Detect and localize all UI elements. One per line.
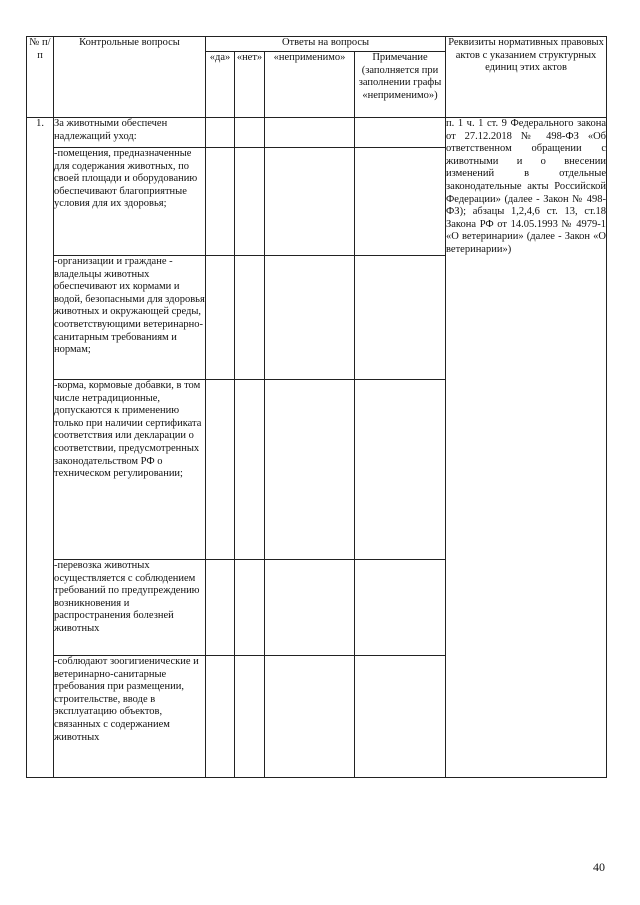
- answer-na-cell[interactable]: [265, 118, 355, 148]
- question-cell: -корма, кормовые добавки, в том числе нетрадиционные, допускаются к применению только при наличии сертификата соответствия или декларации о соответствии, предусмотренных законодательством РФ о техническом регулировании;: [54, 380, 206, 560]
- note-cell[interactable]: [355, 656, 446, 778]
- answer-na-cell[interactable]: [265, 148, 355, 256]
- header-num: № п/п: [27, 37, 54, 118]
- answer-na-cell[interactable]: [265, 256, 355, 380]
- header-row-1: [27, 37, 607, 52]
- header-requisites: Реквизиты нормативных правовых актов с указанием структурных единиц этих актов: [446, 37, 607, 118]
- answer-no-cell[interactable]: [235, 148, 265, 256]
- answer-na-cell[interactable]: [265, 656, 355, 778]
- table-row: [27, 118, 607, 148]
- answer-yes-cell[interactable]: [206, 560, 235, 656]
- header-questions: Контрольные вопросы: [54, 37, 206, 118]
- checklist-table: [26, 36, 607, 778]
- answer-no-cell[interactable]: [235, 380, 265, 560]
- note-cell[interactable]: [355, 560, 446, 656]
- answer-no-cell[interactable]: [235, 118, 265, 148]
- question-cell: -соблюдают зоогигиенические и ветеринарно-санитарные требования при размещении, строительстве, вводе в эксплуатацию объектов, связанных с содержанием животных: [54, 656, 206, 778]
- header-answers: Ответы на вопросы: [206, 37, 446, 52]
- question-cell: -помещения, предназначенные для содержания животных, по своей площади и оборудованию обеспечивают благоприятные условия для их здоровья;: [54, 148, 206, 256]
- answer-yes-cell[interactable]: [206, 148, 235, 256]
- question-cell: За животными обеспечен надлежащий уход:: [54, 118, 206, 148]
- note-cell[interactable]: [355, 380, 446, 560]
- note-cell[interactable]: [355, 118, 446, 148]
- row-number: 1.: [27, 118, 54, 778]
- answer-yes-cell[interactable]: [206, 656, 235, 778]
- note-cell[interactable]: [355, 256, 446, 380]
- answer-no-cell[interactable]: [235, 560, 265, 656]
- header-note: Примечание (заполняется при заполнении графы «неприменимо»): [355, 52, 446, 118]
- answer-yes-cell[interactable]: [206, 256, 235, 380]
- answer-yes-cell[interactable]: [206, 118, 235, 148]
- answer-yes-cell[interactable]: [206, 380, 235, 560]
- note-cell[interactable]: [355, 148, 446, 256]
- question-cell: -организации и граждане - владельцы животных обеспечивают их кормами и водой, безопасными для здоровья животных и окружающей среды, соответствующими ветеринарно-санитарным требованиям и нормам;: [54, 256, 206, 380]
- question-cell: -перевозка животных осуществляется с соблюдением требований по предупреждению возникновения и распространения болезней животных: [54, 560, 206, 656]
- header-yes: «да»: [206, 52, 235, 118]
- answer-no-cell[interactable]: [235, 256, 265, 380]
- header-na: «неприменимо»: [265, 52, 355, 118]
- page-number: 40: [593, 860, 605, 874]
- answer-no-cell[interactable]: [235, 656, 265, 778]
- requisites-cell: п. 1 ч. 1 ст. 9 Федерального закона от 27.12.2018 № 498-ФЗ «Об ответственном обращении с животными и о внесении изменений в отдельные законодательные акты Российской Федерации» (далее - Закон № 498-ФЗ); абзацы 1,2,4,6 ст. 13, ст.18 Закона РФ от 14.05.1993 № 4979-1 «О ветеринарии» (далее - Закон «О ветеринарии»): [446, 118, 607, 778]
- answer-na-cell[interactable]: [265, 560, 355, 656]
- answer-na-cell[interactable]: [265, 380, 355, 560]
- header-no: «нет»: [235, 52, 265, 118]
